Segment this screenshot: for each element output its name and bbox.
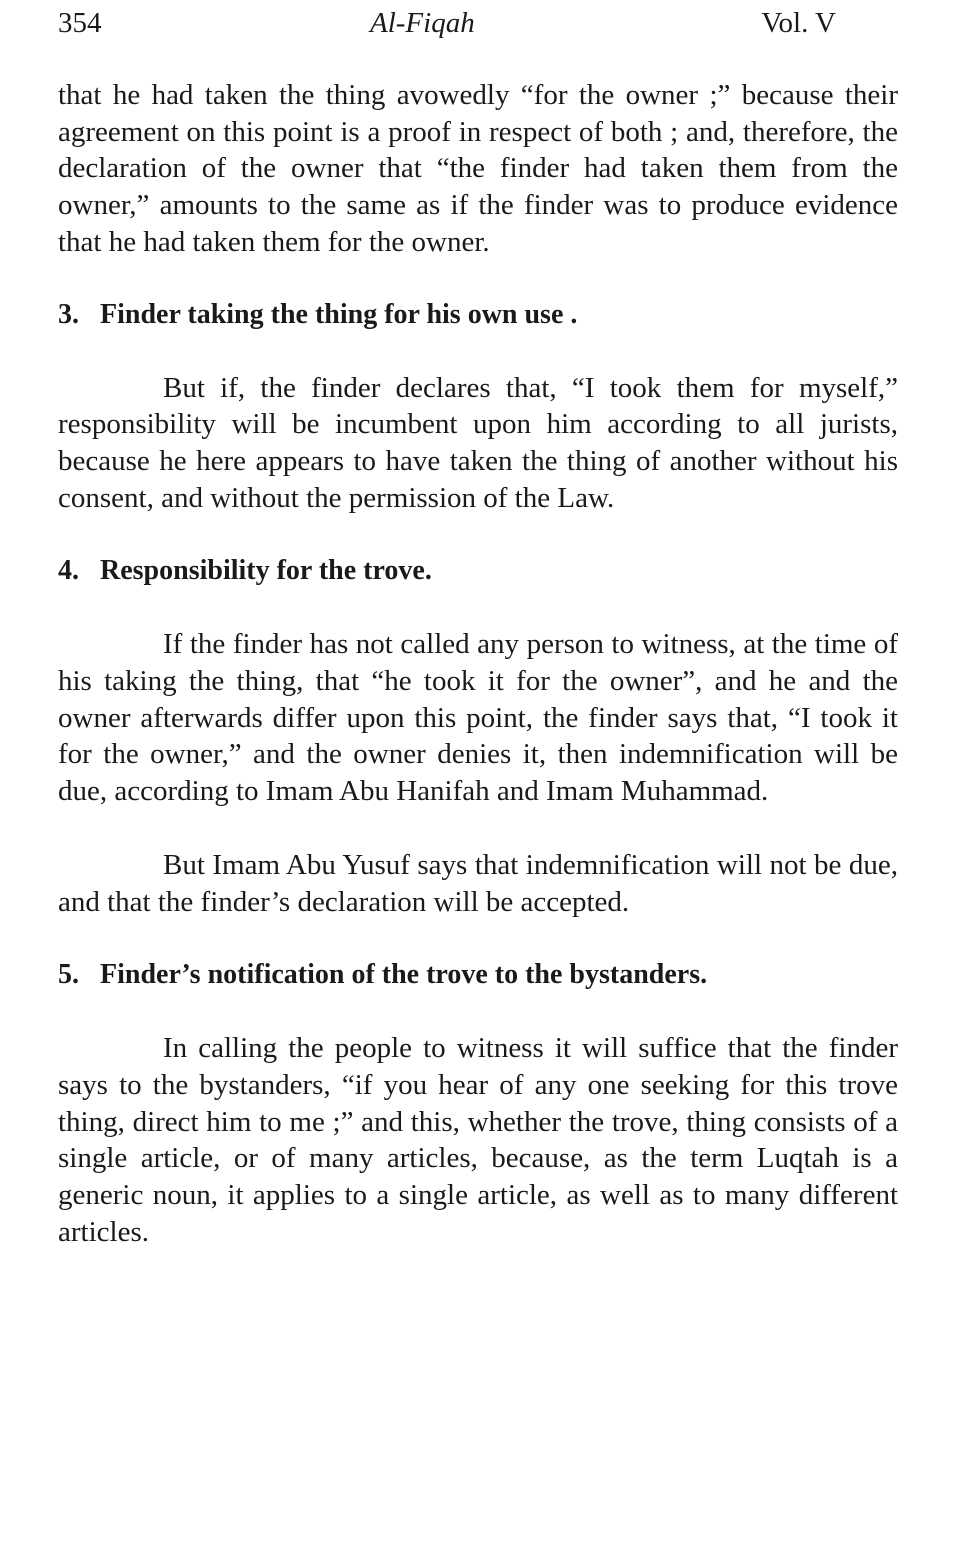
page-number: 354 xyxy=(58,7,102,39)
paragraph: But Imam Abu Yusuf says that indemnification will not be due, and that the finder’s declaration will be accepted. xyxy=(58,848,898,918)
section-number: 5. xyxy=(58,959,79,991)
running-header xyxy=(58,0,898,46)
paragraph: If the finder has not called any person to witness, at the time of his taking the thing, that “he took it for the owner”, and he and the owner afterwards differ upon this point, the finder says that, “I took it for the owner,” and the owner denies it, then indemnification will be due, according to Imam Abu Hanifah and Imam Muhammad. xyxy=(58,628,898,808)
section-title: Finder’s notification of the trove to the bystanders. xyxy=(100,959,708,991)
section-title: Finder taking the thing for his own use . xyxy=(100,298,578,330)
paragraph-continuation: that he had taken the thing avowedly “for the owner ;” because their agreement on this point is a proof in respect of both ; and, therefore, the declaration of the owner that “the finder had taken them from the owner,” amounts to the same as if the finder was to produce evidence that he had taken them for the owner. xyxy=(58,79,898,258)
paragraph: In calling the people to witness it will suffice that the finder says to the bystanders, “if you hear of any one seeking for this trove thing, direct him to me ;” and this, whether the trove, thing consists of a single article, or of many articles, because, as the term Luqtah is a generic noun, it applies to a single article, as well as to many different articles. xyxy=(58,1032,898,1248)
book-title: Al-Fiqah xyxy=(370,7,475,39)
section-number: 3. xyxy=(58,298,79,330)
book-page xyxy=(58,0,898,1250)
volume-label: Vol. V xyxy=(761,7,836,39)
section-heading-5 xyxy=(58,957,898,993)
paragraph: But if, the finder declares that, “I took them for myself,” responsibility will be incumbent upon him according to all jurists, because he here appears to have taken the thing of another without his consent, and without the permission of the Law. xyxy=(58,371,898,514)
section-title: Responsibility for the trove. xyxy=(100,555,432,587)
section-heading-3 xyxy=(58,297,898,333)
section-number: 4. xyxy=(58,555,79,587)
section-heading-4 xyxy=(58,553,898,589)
